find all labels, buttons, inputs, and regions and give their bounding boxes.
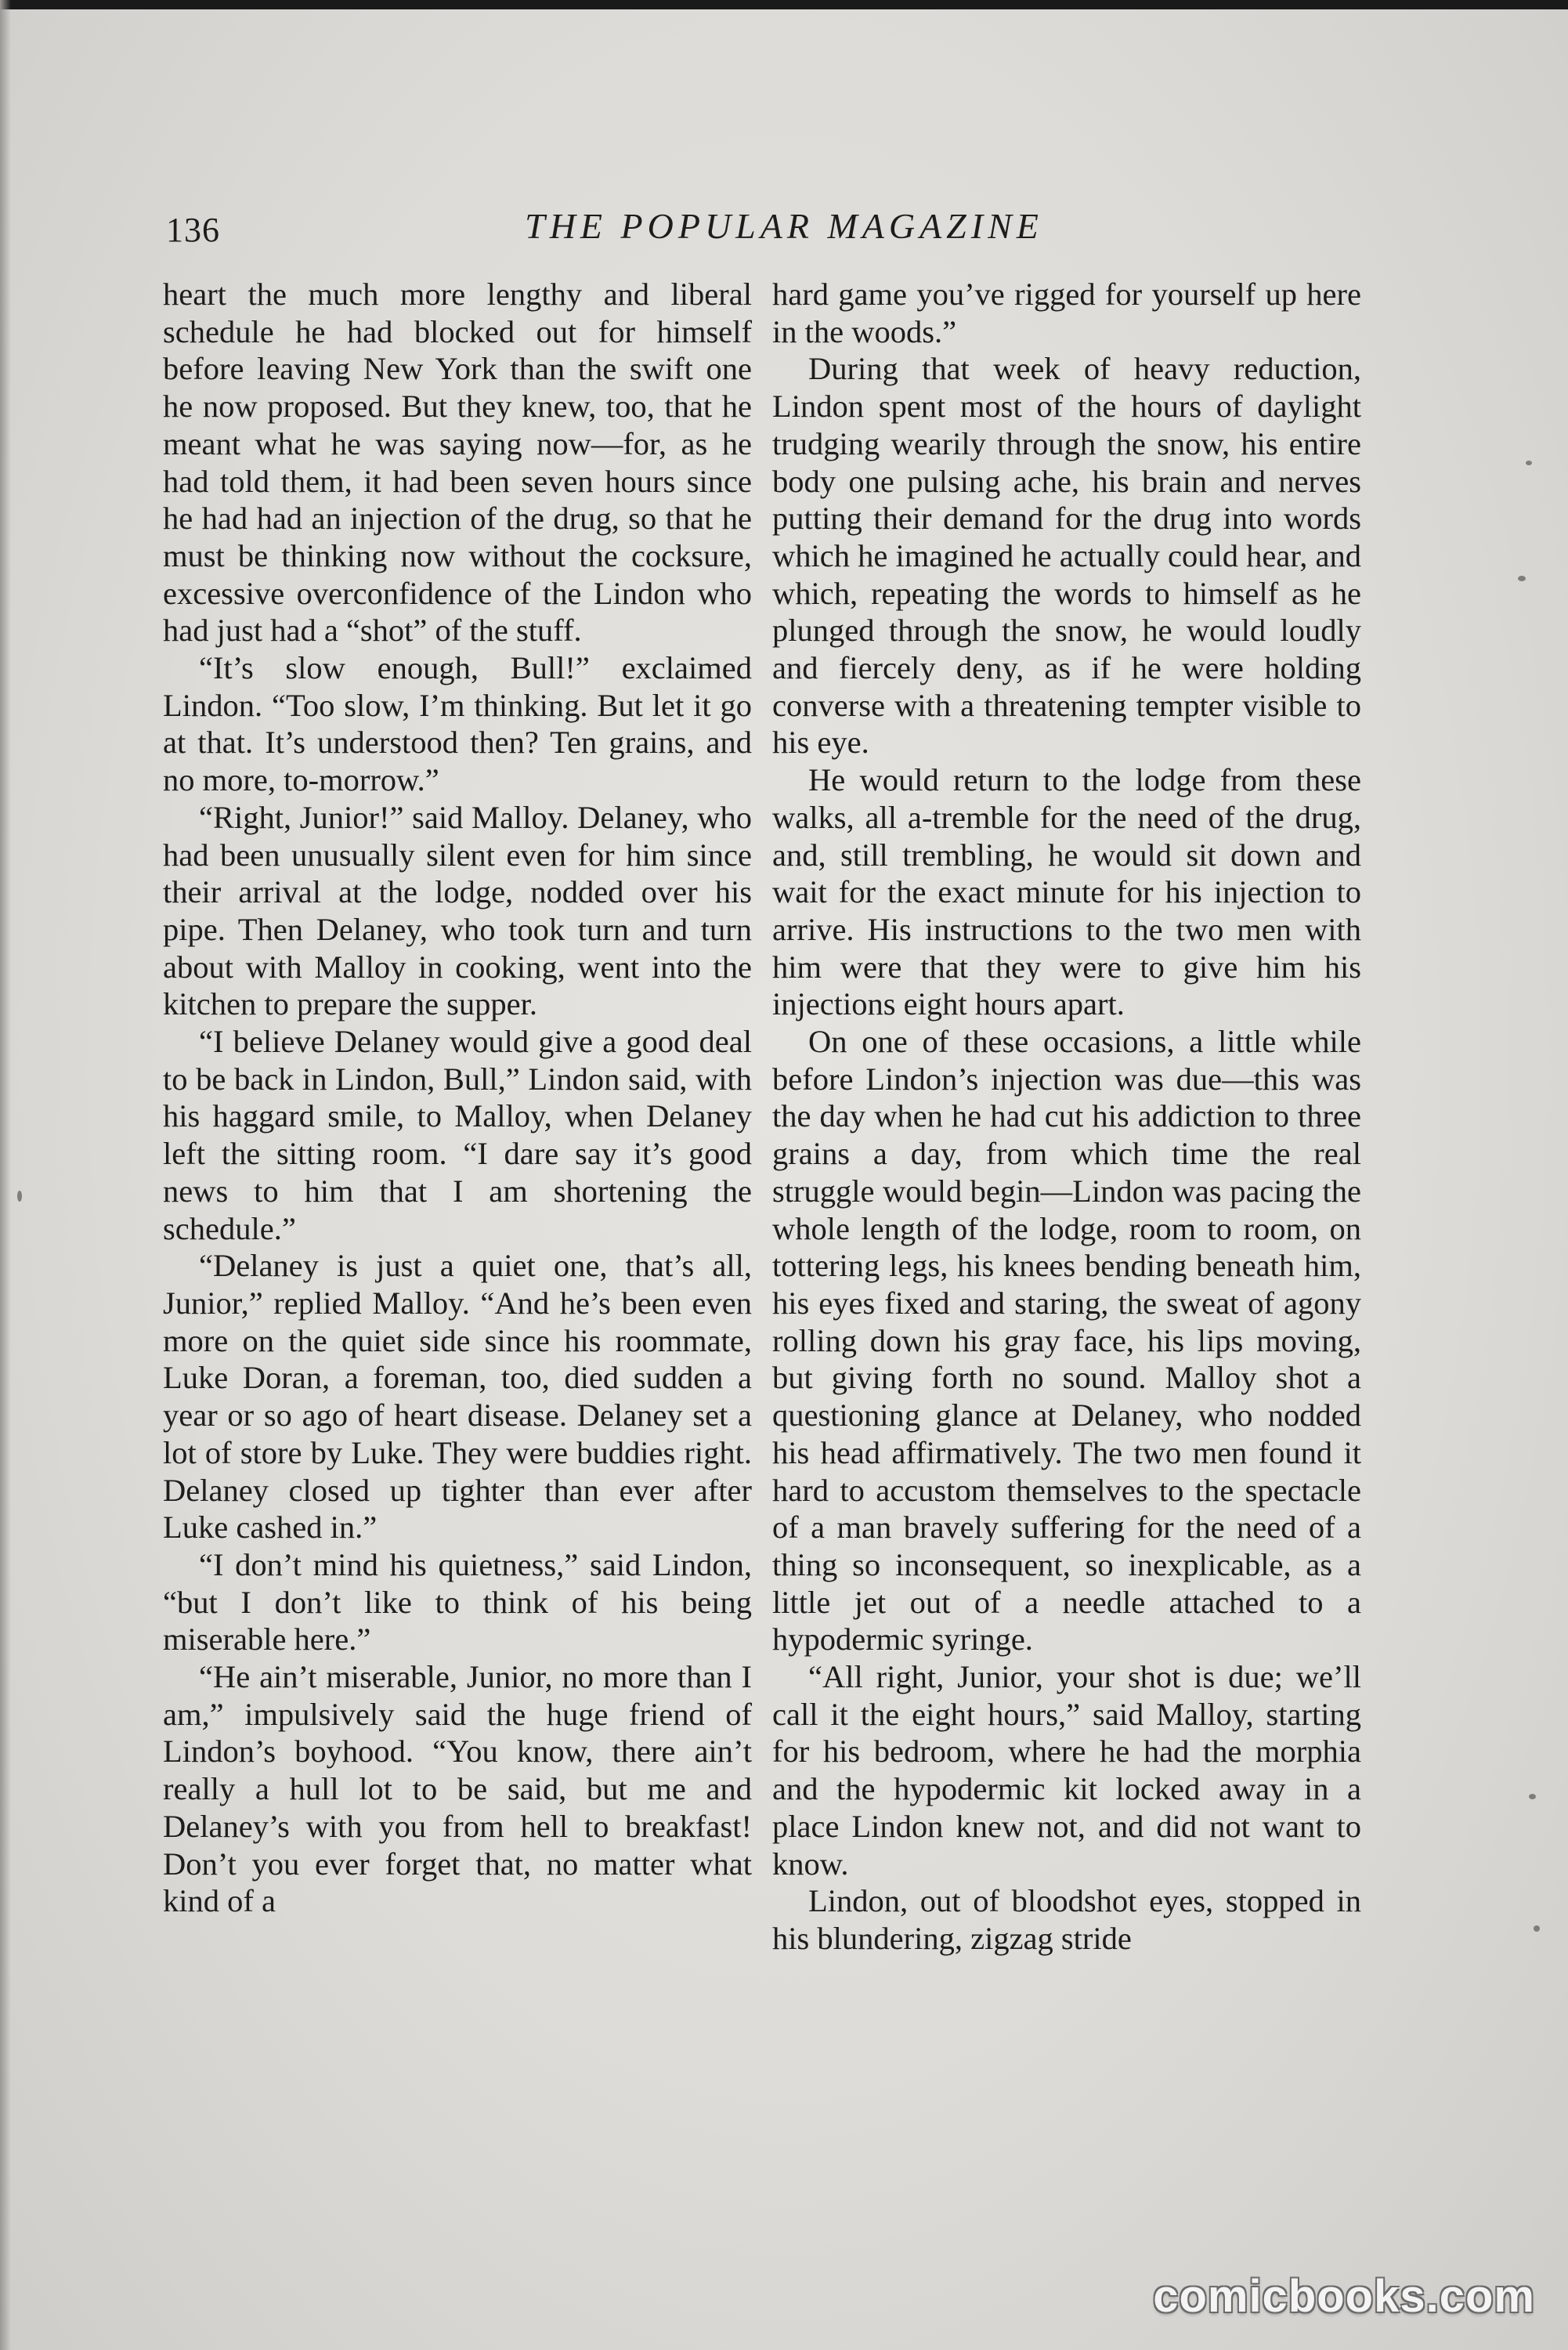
paragraph: “Right, Junior!” said Malloy. Delaney, who had been unusually silent even for him since their arrival at the lodge, nodded over his pipe. Then Delaney, who took turn and turn about with Malloy in cooking, went into the kitchen to prepare the supper. (163, 799, 752, 1022)
paragraph: “He ain’t miserable, Junior, no more than I am,” impulsively said the huge friend of Lindon’s boyhood. “You know, there ain’t really a hull lot to be said, but me and Delaney’s with you from hell to breakfast! Don’t you ever forget that, no matter what kind of a (163, 1659, 752, 1919)
paragraph: On one of these occasions, a little while before Lindon’s injection was due—this was the day when he had cut his addiction to three grains a day, from which time the real struggle would begin—Lindon was pacing the whole length of the lodge, room to room, on tottering legs, his knees bending beneath him, his eyes fixed and staring, the sweat of agony rolling down his gray face, his lips moving, but giving forth no sound. Malloy shot a questioning glance at Delaney, who nodded his head affirmatively. The two men found it hard to accustom themselves to the spectacle of a man bravely suffering for the need of a thing so inconsequent, so inexplicable, as a little jet out of a needle attached to a hypodermic syringe. (772, 1024, 1361, 1658)
scan-speck (1534, 1925, 1540, 1932)
paragraph: heart the much more lengthy and liberal schedule he had blocked out for himself before leaving New York than the swift one he now proposed. But they knew, too, that he meant what he was saying now—for, as he had told them, it had been seven hours since he had had an injection of the drug, so that he must be thinking now without the cocksure, excessive overconfidence of the Lindon who had just had a “shot” of the stuff. (163, 277, 752, 649)
paragraph: Lindon, out of bloodshot eyes, stopped in his blundering, zigzag stride (772, 1883, 1361, 1956)
paragraph: hard game you’ve rigged for yourself up here in the woods.” (772, 277, 1361, 349)
paragraph: “It’s slow enough, Bull!” exclaimed Lindon. “Too slow, I’m thinking. But let it go at that. It’s understood then? Ten grains, and no more, to-morrow.” (163, 650, 752, 798)
right-text-column (772, 276, 1361, 1958)
page-number: 136 (166, 211, 220, 249)
watermark: comicbooks.com (1153, 2271, 1535, 2322)
paragraph: “I believe Delaney would give a good deal to be back in Lindon, Bull,” Lindon said, with his haggard smile, to Malloy, when Delaney left the sitting room. “I dare say it’s good news to him that I am shortening the schedule.” (163, 1024, 752, 1246)
binding-shadow (0, 0, 11, 2350)
paragraph: “I don’t mind his quietness,” said Lindon, “but I don’t like to think of his being miserable here.” (163, 1546, 752, 1658)
paragraph: During that week of heavy reduction, Lindon spent most of the hours of daylight trudging wearily through the snow, his entire body one pulsing ache, his brain and nerves putting their demand for the drug into words which he imagined he actually could hear, and which, repeating the words to himself as he plunged through the snow, he would loudly and fiercely deny, as if he were holding converse with a threatening tempter visible to his eye. (772, 351, 1361, 761)
running-head: THE POPULAR MAGAZINE (525, 206, 1043, 246)
page-top-edge (0, 0, 1568, 9)
paragraph: “Delaney is just a quiet one, that’s all, Junior,” replied Malloy. “And he’s been even more on the quiet side since his roommate, Luke Doran, a foreman, too, died sudden a year or so ago of heart disease. Delaney set a lot of store by Luke. They were buddies right. Delaney closed up tighter than ever after Luke cashed in.” (163, 1248, 752, 1546)
scan-speck (1526, 461, 1532, 465)
paragraph: He would return to the lodge from these walks, all a-tremble for the need of the drug, and, still trembling, he would sit down and wait for the exact minute for his injection to arrive. His instructions to the two men with him were that they were to give him his injections eight hours apart. (772, 762, 1361, 1022)
scan-speck (1529, 1794, 1536, 1799)
left-text-column (163, 276, 752, 1920)
scan-speck (17, 1191, 22, 1202)
scan-speck (1518, 576, 1526, 581)
paragraph: “All right, Junior, your shot is due; we’ll call it the eight hours,” said Malloy, starting for his bedroom, where he had the morphia and the hypodermic kit locked away in a place Lindon knew not, and did not want to know. (772, 1659, 1361, 1882)
